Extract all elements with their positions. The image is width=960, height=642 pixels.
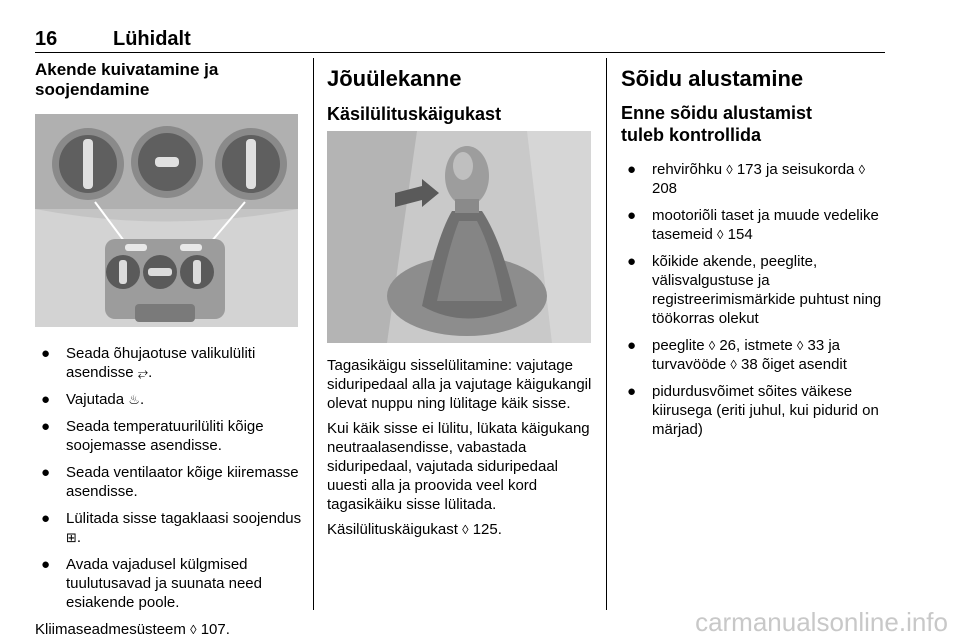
xref-icon: ◊ — [717, 227, 724, 242]
list-item: ● mootoriõli taset ja muude vedelike tasemeid ◊ 154 — [627, 207, 879, 243]
section-heading-transmission: Jõuülekanne — [327, 66, 462, 91]
transmission-text — [327, 356, 593, 539]
xref-icon: ◊ — [858, 162, 865, 177]
bullet-marker: ● — [41, 464, 51, 481]
pre-drive-check-list — [621, 160, 885, 439]
rear-window-heating-icon: ⊞ — [66, 530, 77, 545]
running-title: Lühidalt — [113, 28, 191, 50]
section-heading-starting-off: Sõidu alustamine — [621, 66, 804, 91]
subheading-checks: Enne sõidu alustamist tuleb kontrollida — [621, 103, 813, 145]
climate-control-photo — [35, 114, 298, 327]
section-heading-defrost: Akende kuivatamine ja soojendamine — [35, 60, 219, 99]
gear-lever-photo — [327, 131, 591, 343]
bullet-marker: ● — [627, 161, 637, 178]
xref-page[interactable]: 154 — [727, 226, 753, 243]
list-item: ● Vajutada ♨. — [41, 391, 145, 408]
xref-icon: ◊ — [726, 162, 733, 177]
defrost-step-list — [35, 344, 303, 612]
list-item: ● kõikide akende, peeglite, välisvalgustuse ja registreerimismärkide puhtust ning töökorras olekut — [627, 253, 882, 327]
windscreen-defrost-icon: ⥂ — [137, 365, 149, 380]
cross-reference-climate[interactable]: Kliimaseadmesüsteem ◊ 107. — [35, 621, 230, 638]
bullet-marker: ● — [41, 510, 51, 527]
list-item: ● Seada ventilaator kõige kiiremasse asendisse. — [41, 464, 299, 500]
bullet-marker: ● — [41, 345, 51, 362]
bullet-marker: ● — [627, 383, 637, 400]
xref-page[interactable]: 173 — [736, 161, 762, 178]
bullet-marker: ● — [627, 337, 637, 354]
xref-page[interactable]: 26 — [719, 337, 737, 354]
climate-control-illustration — [35, 114, 298, 327]
transmission-paragraph: Kui käik sisse ei lülitu, lükata käigukang neutraalasendisse, vabastada siduripedaal, vajutada siduripedaal uuesti alla ja proovida veel kord tagasikäiku sisse lülitada. — [327, 420, 590, 513]
front-defrost-icon: ♨ — [128, 392, 140, 407]
xref-icon: ◊ — [462, 522, 469, 537]
column-starting-off — [621, 60, 885, 447]
bullet-marker: ● — [627, 207, 637, 224]
column-defrost — [35, 60, 300, 100]
list-item: ● Seada temperatuurilüliti kõige soojemasse asendisse. — [41, 418, 264, 454]
page-number: 16 — [35, 28, 58, 50]
list-item: ● peeglite ◊ 26, istmete ◊ 33 ja turvavööde ◊ 38 õiget asendit — [627, 337, 847, 373]
column-divider-2 — [606, 58, 607, 610]
xref-icon: ◊ — [730, 357, 737, 372]
list-item: ● rehvirõhku ◊ 173 ja seisukorda ◊ 208 — [627, 161, 865, 197]
bullet-marker: ● — [41, 391, 51, 408]
xref-icon: ◊ — [708, 338, 716, 353]
list-item: ● pidurdusvõimet sõites väikese kiirusega (eriti juhul, kui pidurid on märjad) — [627, 383, 879, 438]
gear-lever-illustration — [327, 131, 591, 343]
figure-caption: Tagasikäigu sisselülitamine: vajutage siduripedaal alla ja vajutage käigukangil olevat nuppu ning lülitage käik sisse. — [327, 357, 592, 412]
header-rule — [35, 52, 885, 53]
defrost-steps — [35, 344, 303, 639]
watermark: carmanualsonline.info — [695, 607, 948, 637]
column-transmission — [327, 60, 592, 125]
bullet-marker: ● — [41, 556, 51, 573]
subheading-manual-gearbox: Käsilülituskäigukast — [327, 104, 502, 124]
column-divider-1 — [313, 58, 314, 610]
bullet-marker: ● — [41, 418, 51, 435]
xref-icon: ◊ — [190, 622, 197, 637]
xref-page[interactable]: 33 — [807, 337, 825, 354]
cross-reference-gearbox[interactable]: Käsilülituskäigukast ◊ 125. — [327, 521, 502, 538]
xref-page[interactable]: 208 — [652, 180, 678, 197]
xref-page[interactable]: 38 — [741, 356, 758, 373]
list-item: ● Lülitada sisse tagaklaasi soojendus ⊞. — [41, 510, 302, 546]
list-item: ● Seada õhujaotuse valikulüliti asendisse ⥂. — [41, 345, 256, 381]
page-header — [35, 28, 885, 50]
list-item: ● Avada vajadusel külgmised tuulutusavad ja suunata need esiakende poole. — [41, 556, 262, 611]
bullet-marker: ● — [627, 253, 637, 270]
xref-icon: ◊ — [796, 338, 804, 353]
